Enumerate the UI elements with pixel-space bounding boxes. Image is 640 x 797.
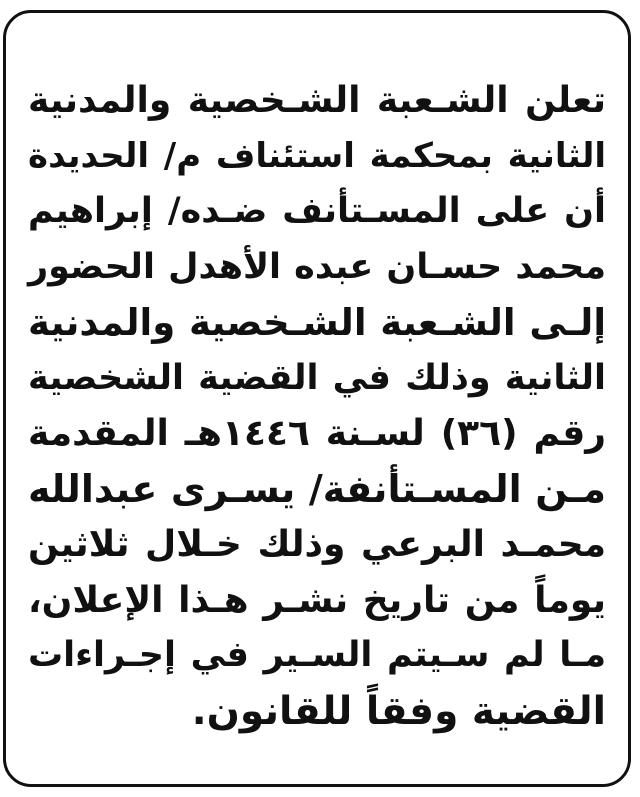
notice-line: الثانية بمحكمة استئناف م/ الحديدة [28, 135, 606, 176]
notice-line: أن على المسـتأنف ضـده/ إبراهيم [28, 191, 606, 231]
notice-line: إلـى الشـعبة الشـخصية والمدنية [28, 301, 606, 344]
notice-line: محمـد البرعي وذلك خـلال ثلاثين [28, 524, 606, 565]
notice-line: القضية وفقاً للقانون. [191, 688, 606, 734]
notice-line: رقم (٣٦) لسـنة ١٤٤٦هـ المقدمة [28, 413, 606, 454]
notice-frame [3, 10, 631, 787]
notice-line: مـا لم سـيتم السـير في إجـراءات [28, 635, 606, 675]
notice-body [28, 73, 606, 739]
notice-line: محمد حسـان عبده الأهدل الحضور [28, 246, 606, 287]
notice-line: تعلن الشـعبة الشـخصية والمدنية [28, 80, 606, 121]
notice-line: الثانية وذلك في القضية الشخصية [28, 357, 606, 398]
notice-line: يوماً من تاريخ نشـر هـذا الإعلان، [28, 579, 606, 621]
notice-line: مـن المسـتأنفة/ يسـرى عبدالله [28, 466, 606, 511]
